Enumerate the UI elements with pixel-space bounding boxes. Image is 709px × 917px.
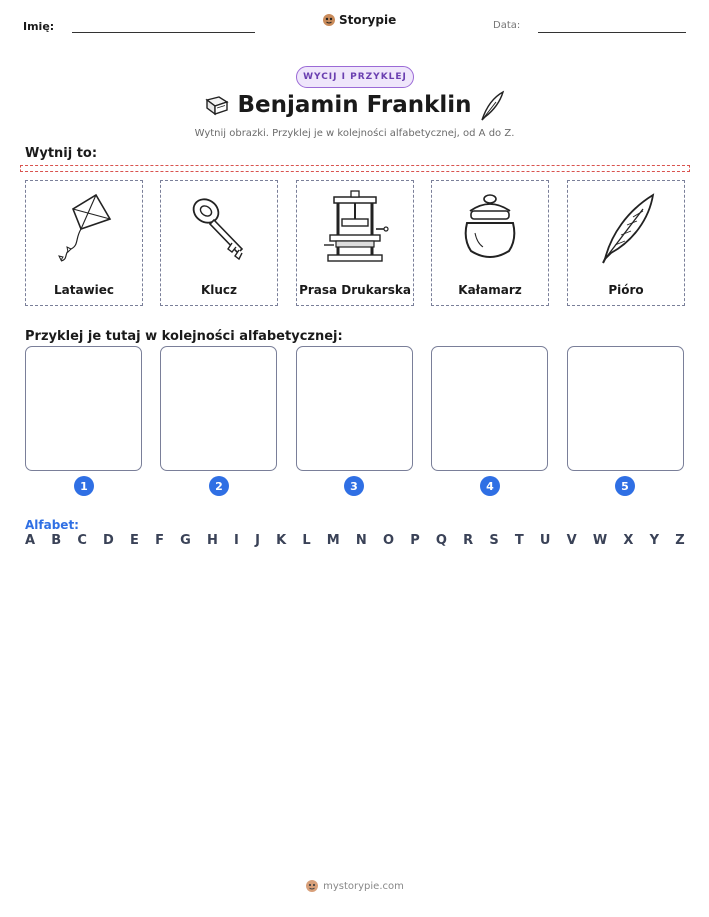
alphabet-letter: J (255, 533, 260, 548)
cut-section-heading: Wytnij to: (25, 146, 98, 161)
alphabet-letter: M (326, 533, 340, 548)
paste-number-badge: 1 (74, 476, 94, 496)
alphabet-letter: B (51, 533, 62, 548)
alphabet-letter: Y (649, 533, 660, 548)
alphabet-letter: D (103, 533, 114, 548)
alphabet-letter: U (539, 533, 551, 548)
cut-card-label: Latawiec (53, 283, 115, 297)
alphabet-letter: H (206, 533, 218, 548)
key-icon (184, 189, 254, 269)
storypie-mascot-icon (305, 879, 319, 893)
inkwell-icon (455, 189, 525, 269)
alphabet-letter: F (155, 533, 164, 548)
paste-section-heading: Przyklej je tutaj w kolejności alfabetycznej: (25, 329, 343, 344)
kite-icon (49, 189, 119, 269)
cut-card[interactable] (160, 180, 278, 306)
alphabet-letter: V (566, 533, 577, 548)
brand-logo (322, 13, 396, 27)
alphabet-letter: I (234, 533, 239, 548)
cut-card-label: Kałamarz (458, 283, 522, 297)
cut-line (20, 165, 690, 172)
alphabet-letter: N (355, 533, 367, 548)
quill-decoration-icon (478, 90, 506, 122)
alphabet-letter: Z (675, 533, 685, 548)
cut-card-label: Prasa Drukarska (299, 283, 411, 297)
alphabet-letter: X (623, 533, 634, 548)
cut-card[interactable] (25, 180, 143, 306)
name-line (72, 32, 255, 33)
cut-card[interactable] (431, 180, 549, 306)
cut-card[interactable] (567, 180, 685, 306)
paste-box[interactable] (431, 346, 548, 471)
paste-number-badge: 3 (344, 476, 364, 496)
alphabet-letter: P (410, 533, 420, 548)
paste-number-badge: 2 (209, 476, 229, 496)
alphabet-letter: W (592, 533, 608, 548)
instructions: Wytnij obrazki. Przyklej je w kolejności alfabetycznej, od A do Z. (194, 128, 515, 139)
alphabet-letter: Q (435, 533, 447, 548)
alphabet-letter: E (130, 533, 139, 548)
paste-number-badge: 5 (615, 476, 635, 496)
footer-link[interactable]: mystorypie.com (323, 880, 404, 892)
alphabet-letter: L (302, 533, 311, 548)
page-title: Benjamin Franklin (237, 92, 472, 118)
paste-box[interactable] (296, 346, 413, 471)
alphabet-letter: R (463, 533, 474, 548)
brand-name: Storypie (339, 13, 397, 27)
cut-card-label: Pióro (608, 283, 644, 297)
alphabet-letter: C (77, 533, 87, 548)
name-label: Imię: (23, 20, 55, 33)
storypie-mascot-icon (322, 13, 336, 27)
worksheet-type-badge: WYCIJ I PRZYKLEJ (296, 66, 414, 88)
paste-box[interactable] (567, 346, 684, 471)
alphabet-letter: K (276, 533, 287, 548)
cut-card-label: Klucz (200, 283, 238, 297)
alphabet-letter: O (382, 533, 395, 548)
alphabet-label: Alfabet: (25, 518, 79, 532)
alphabet-letter: A (25, 533, 36, 548)
alphabet-row (25, 533, 685, 548)
cut-card[interactable] (296, 180, 414, 306)
date-line (538, 32, 686, 33)
date-label: Data: (493, 20, 521, 31)
printing-press-icon (320, 189, 390, 269)
paste-box[interactable] (160, 346, 277, 471)
footer (0, 879, 709, 893)
quill-icon (591, 189, 661, 269)
paste-box[interactable] (25, 346, 142, 471)
alphabet-letter: G (180, 533, 191, 548)
alphabet-letter: T (514, 533, 524, 548)
alphabet-letter: S (489, 533, 499, 548)
paste-number-badge: 4 (480, 476, 500, 496)
